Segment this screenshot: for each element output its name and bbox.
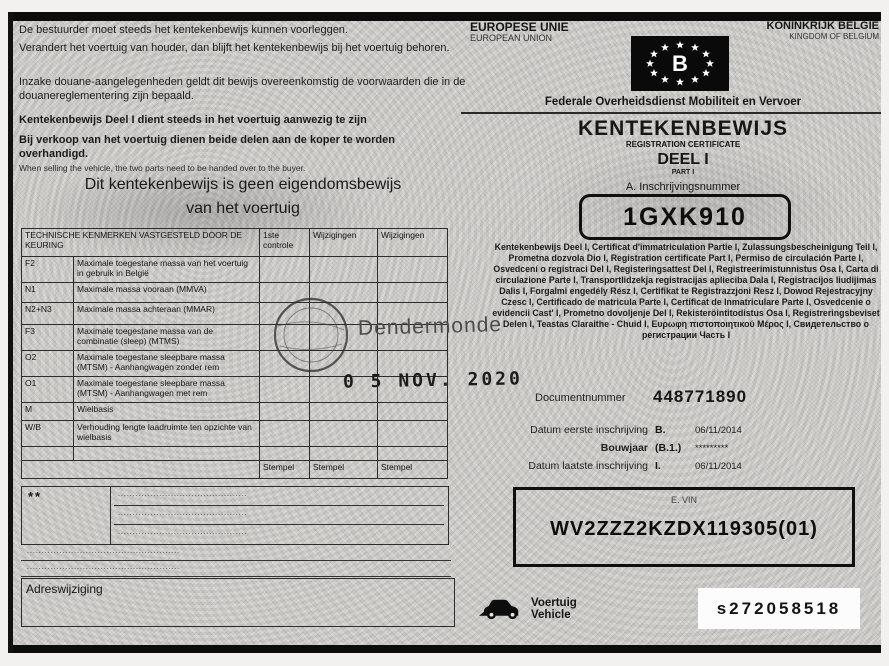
row-label: Maximale toegestane massa van het voertuig in gebruik in België [74, 257, 260, 283]
row-value-2 [310, 403, 378, 421]
country-label-nl: KONINKRIJK BELGIË [766, 20, 879, 32]
row-value-1 [260, 403, 310, 421]
table-header-col2: Wijzigingen [310, 229, 378, 257]
row-label: Maximale toegestane sleepbare massa (MTSM) - Aanhangwagen zonder rem [74, 351, 260, 377]
row-code: N2+N3 [22, 303, 74, 325]
row-code: F2 [22, 257, 74, 283]
registration-number-plate: 1GXK910 [579, 194, 791, 240]
ministry-name: Federale Overheidsdienst Mobiliteit en Vervoer [544, 96, 802, 108]
dotted-line-full: .................................................... [21, 561, 451, 577]
certificate-title-en: REGISTRATION CERTIFICATE [625, 140, 741, 149]
stamp-row-spacer [22, 461, 260, 479]
vin-box [513, 487, 855, 567]
row-label: Maximale massa vooraan (MMVA) [74, 283, 260, 303]
table-header-col3: Wijzigingen [378, 229, 448, 257]
ownership-line2: van het voertuig [186, 200, 300, 217]
date-first-code: B. [655, 424, 666, 436]
vehicle-label-nl: Voertuig [531, 597, 577, 609]
eu-label-nl: EUROPESE UNIE [470, 20, 569, 34]
registration-certificate-sheet [8, 12, 881, 653]
row-value-2 [310, 421, 378, 447]
vin-label: E. VIN [670, 495, 697, 505]
date-last-label: Datum laatste inschrijving [528, 460, 648, 472]
dotted-line-full: .................................................... [21, 545, 451, 561]
row-value-1 [260, 257, 310, 283]
row-value-3 [378, 403, 448, 421]
date-last-code: I. [655, 460, 661, 472]
row-value-1 [260, 421, 310, 447]
part-label: DEEL I [657, 151, 709, 168]
row-code: N1 [22, 283, 74, 303]
build-year-code: (B.1.) [655, 442, 682, 454]
table-row [22, 403, 448, 421]
part-label-en: PART I [671, 169, 695, 176]
notice-present: Kentekenbewijs Deel I dient steeds in het voertuig aanwezig te zijn [19, 114, 367, 126]
address-change-box [21, 578, 455, 627]
row-code: W/B [22, 421, 74, 447]
notice-sale-en: When selling the vehicle, the two parts need to be handed over to the buyer. [19, 162, 306, 173]
eu-label-en: EUROPEAN UNION [470, 33, 553, 43]
emblem-letter: B [672, 51, 688, 76]
certificate-title-block [483, 118, 881, 193]
row-value-2 [310, 257, 378, 283]
row-value-3 [378, 447, 448, 461]
row-code: M [22, 403, 74, 421]
certificate-title: KENTEKENBEWIJS [577, 117, 789, 140]
date-last-value: 06/11/2014 [695, 461, 742, 472]
table-row [22, 421, 448, 447]
row-value-3 [378, 421, 448, 447]
header-rule [461, 112, 881, 114]
row-value-2 [310, 447, 378, 461]
round-ink-stamp-icon [272, 296, 350, 374]
eu-belgium-emblem-icon [631, 36, 729, 91]
table-header-main: TECHNISCHE KENMERKEN VASTGESTELD DOOR DE KEURING [22, 229, 260, 257]
row-code: O2 [22, 351, 74, 377]
remarks-divider [110, 487, 111, 544]
remarks-box [21, 486, 449, 545]
asterisk-marker: ** [28, 489, 43, 504]
row-label [74, 447, 260, 461]
row-code: F3 [22, 325, 74, 351]
table-header-row [22, 229, 448, 257]
dotted-line: ............................................ [118, 529, 248, 536]
row-value-3 [378, 283, 448, 303]
bottom-black-bar [13, 645, 881, 653]
row-value-3 [378, 257, 448, 283]
serial-number-box: s272058518 [698, 588, 860, 629]
build-year-label: Bouwjaar [600, 442, 648, 454]
notice-sale-nl: Bij verkoop van het voertuig dienen beide delen aan de koper te worden overhandigd. [19, 134, 395, 160]
row-code [22, 447, 74, 461]
country-label-en: KINGDOM OF BELGIUM [789, 32, 879, 41]
field-a-label: A. Inschrijvingsnummer [625, 181, 741, 193]
vehicle-label-en: Vehicle [531, 608, 571, 621]
document-number-value: 448771890 [653, 387, 748, 406]
dotted-line: ............................................ [114, 487, 444, 506]
stamp-date-text: 0 5 NOV. 2020 [342, 368, 524, 393]
row-label: Maximale toegestane massa van de combinatie (sleep) (MTMS) [74, 325, 260, 351]
date-first-label: Datum eerste inschrijving [530, 424, 648, 436]
vehicle-labels [531, 598, 577, 621]
table-row [22, 283, 448, 303]
table-row [22, 257, 448, 283]
dotted-line: ............................................ [114, 506, 444, 525]
address-change-label: Adreswijziging [26, 582, 103, 596]
notice-customs: Inzake douane-aangelegenheden geldt dit bewijs overeenkomstig de voorwaarden die in de douanereglementering zijn bepaald. [19, 76, 466, 102]
table-row-empty [22, 447, 448, 461]
stamp-cell-1: Stempel [260, 461, 310, 479]
row-code: O1 [22, 377, 74, 403]
car-icon [479, 595, 525, 623]
row-value-1 [260, 377, 310, 403]
notice-driver: De bestuurder moet steeds het kentekenbewijs kunnen voorleggen. [19, 24, 348, 36]
row-label: Wielbasis [74, 403, 260, 421]
table-header-col1: 1ste controle [260, 229, 310, 257]
vin-value: WV2ZZZ2KZDX119305(01) [550, 518, 818, 540]
eu-stars-icon [631, 36, 729, 91]
date-first-value: 06/11/2014 [695, 425, 742, 436]
notice-sale [19, 134, 449, 175]
row-label: Maximale massa achteraan (MMAR) [74, 303, 260, 325]
table-stamp-row [22, 461, 448, 479]
technical-characteristics-table [21, 228, 448, 479]
notice-holder: Verandert het voertuig van houder, dan blijft het kentekenbewijs bij het voertuig behoren. [19, 42, 450, 54]
multilingual-title-block: Kentekenbewijs Deel I, Certificat d'immatriculation Partie I, Zulassungsbescheinigung Teil I, Prometna dozvola Dio I, Registration certificate Part I, Permiso de circulación Parte I, Osvedcení o registraci Del I, Registeringsattest Del I, Registreerimistunnistus Osa I, Carta di circulazione Parte I, Transportlidzekja registracijas aplieciba Dala I, Registracijos liudijimas Dalis I, Forgalmi engedély Rész I, Certifikat te Registrazzjoni Resz I, Dowod Rejestracyjny Czesc I, Certificado de matricula Parte I, Certificat de Inmatriculare Parte I, Osvedcenie o evidencii Cast' I, Prometno dovoljenje Del I, Rekisteröintitodistus Osa I, Registreringsbeviset Delen I, Teastas Claraithe - Chuid I, Ευρωφη πιστοποιητικού Μέρος I, Свидетельство о регистрации Часть I [492, 242, 880, 340]
row-label: Maximale toegestane sleepbare massa (MTSM) - Aanhangwagen met rem [74, 377, 260, 403]
stamp-cell-3: Stempel [378, 461, 448, 479]
document-number-label: Documentnummer [535, 392, 626, 404]
row-value-1 [260, 447, 310, 461]
build-year-value: ********* [695, 443, 729, 454]
stamp-cell-2: Stempel [310, 461, 378, 479]
stamp-city-text: Dendermonde [357, 313, 503, 340]
ownership-line1: Dit kentekenbewijs is geen eigendomsbewijs [84, 176, 402, 193]
row-label: Verhouding lengte laadruimte ten opzichte van wielbasis [74, 421, 260, 447]
